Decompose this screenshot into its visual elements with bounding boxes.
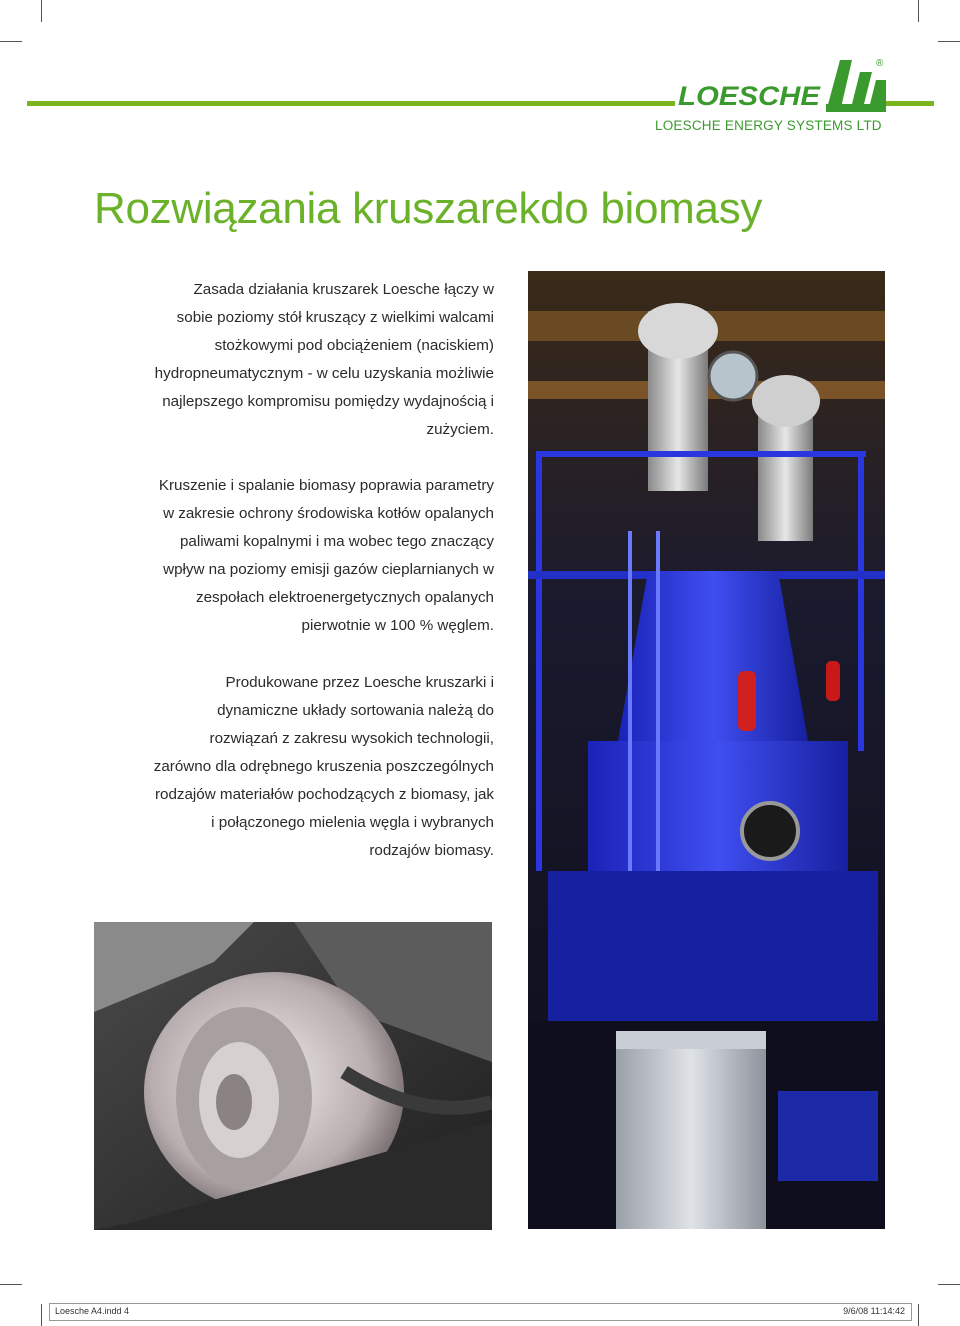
grinding-roller-photo	[94, 922, 492, 1230]
print-footer	[49, 1303, 912, 1321]
paragraph-environment	[80, 472, 494, 640]
company-name: LOESCHE ENERGY SYSTEMS LTD	[655, 118, 882, 133]
text-line: w zakresie ochrony środowiska kotłów opalanych	[163, 505, 494, 522]
logo-wordmark	[676, 78, 822, 112]
crop-mark	[918, 1304, 919, 1326]
text-line: pierwotnie w 100 % węglem.	[301, 617, 494, 634]
registered-mark: ®	[876, 58, 884, 69]
text-line: paliwami kopalnymi i ma wobec tego znaczący	[179, 533, 494, 550]
footer-filename: Loesche A4.indd 4	[55, 1306, 130, 1316]
crop-mark	[0, 41, 22, 42]
crop-mark	[938, 1284, 960, 1285]
header-rule-right	[886, 101, 934, 106]
text-line: Kruszenie i spalanie biomasy poprawia parametry	[158, 477, 494, 494]
text-line: zespołach elektroenergetycznych opalanych	[195, 589, 494, 606]
text-line: hydropneumatycznym - w celu uzyskania możliwie	[154, 365, 494, 382]
text-line: i połączonego mielenia węgla i wybranych	[211, 814, 494, 831]
paragraph-principle	[80, 276, 494, 444]
text-line: zarówno dla odrębnego kruszenia poszczególnych	[153, 758, 494, 775]
text-line: rodzajów materiałów pochodzących z biomasy, jak	[154, 786, 494, 803]
paragraph-products	[80, 669, 494, 865]
text-line: rozwiązań z zakresu wysokich technologii,	[209, 730, 494, 747]
text-line: najlepszego kompromisu pomiędzy wydajnością i	[162, 393, 494, 410]
text-line: sobie poziomy stół kruszący z wielkimi walcami	[176, 309, 494, 326]
text-line: zużyciem.	[426, 421, 494, 438]
crop-mark	[918, 0, 919, 22]
crop-mark	[0, 1284, 22, 1285]
text-line: Produkowane przez Loesche kruszarki i	[225, 674, 494, 691]
text-line: rodzajów biomasy.	[369, 842, 494, 859]
text-line: Zasada działania kruszarek Loesche łączy w	[193, 281, 494, 298]
header-rule-left	[27, 101, 675, 106]
page-title: Rozwiązania kruszarekdo biomasy	[94, 184, 763, 233]
mill-plant-photo	[528, 271, 885, 1229]
text-line: wpływ na poziomy emisji gazów cieplarnianych w	[163, 561, 494, 578]
footer-timestamp: 9/6/08 11:14:42	[843, 1306, 905, 1316]
text-line: dynamiczne układy sortowania należą do	[217, 702, 494, 719]
text-line: stożkowymi pod obciążeniem (naciskiem)	[214, 337, 494, 354]
svg-text:LOESCHE: LOESCHE	[678, 81, 822, 111]
crop-mark	[41, 0, 42, 22]
crop-mark	[938, 41, 960, 42]
crop-mark	[41, 1304, 42, 1326]
